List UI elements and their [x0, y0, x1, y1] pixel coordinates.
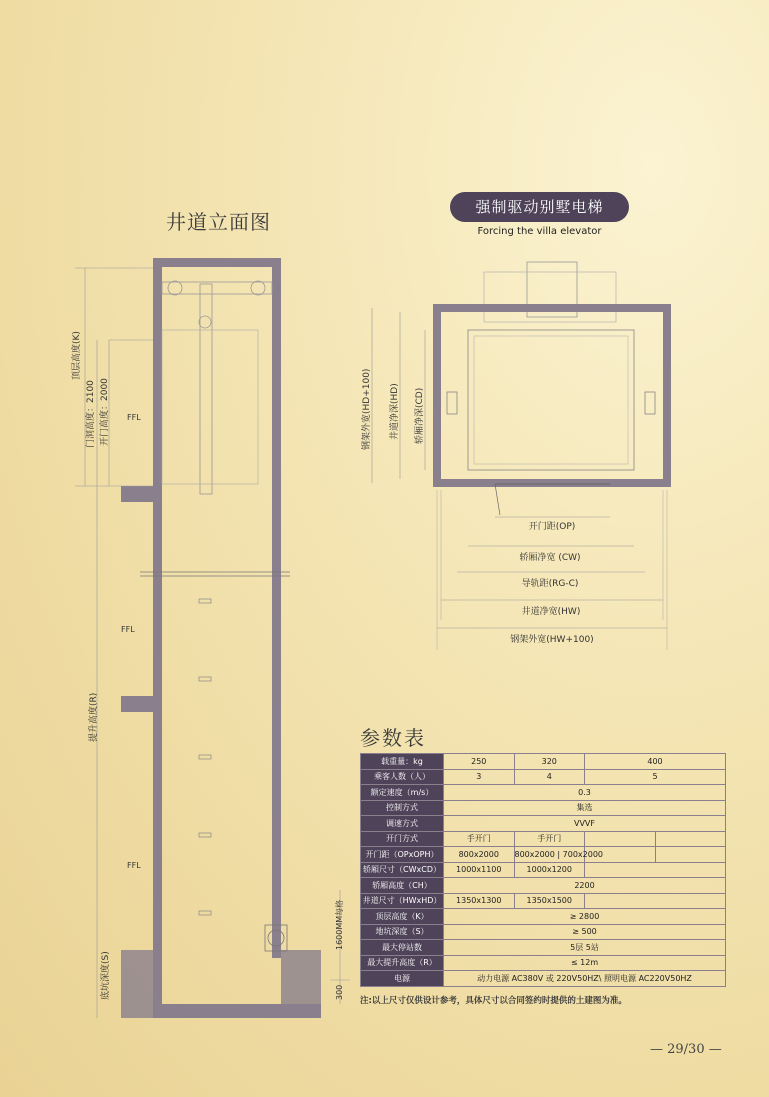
param-value: 800x2000	[444, 847, 515, 863]
param-value: 800x2000 | 700x2000	[514, 847, 585, 863]
params-title: 参数表	[360, 726, 426, 750]
param-value: 手开门	[444, 831, 515, 847]
param-value: 1000x1100	[444, 862, 515, 878]
param-label: 地坑深度（S）	[361, 924, 444, 940]
param-value: ≤ 12m	[444, 955, 726, 971]
param-value: ≥ 500	[444, 924, 726, 940]
param-value: 动力电源 AC380V 或 220V50HZ\ 照明电源 AC220V50HZ	[444, 971, 726, 987]
param-label: 载重量：kg	[361, 754, 444, 770]
param-label: 电源	[361, 971, 444, 987]
param-value: 集选	[444, 800, 726, 816]
travel-height-label: 提升高度(R)	[89, 692, 99, 742]
param-value: 1350x1300	[444, 893, 515, 909]
door-hole-height-label: 门洞高度：2100	[86, 380, 96, 448]
param-value: 1350x1500	[514, 893, 585, 909]
table-row	[361, 955, 726, 971]
param-value: ≥ 2800	[444, 909, 726, 925]
top-height-label: 顶层高度(K)	[72, 331, 82, 380]
param-value	[585, 862, 726, 878]
ffl-label: FFL	[121, 625, 135, 634]
param-value: 0.3	[444, 785, 726, 801]
page-number: — 29/30 —	[650, 1042, 722, 1057]
floor-grid-label: 1600MM每格	[335, 899, 344, 950]
param-label: 井道尺寸（HWxHD）	[361, 893, 444, 909]
param-value: 400	[585, 754, 726, 770]
product-badge: 强制驱动别墅电梯	[450, 192, 629, 222]
param-value: 5	[585, 769, 726, 785]
param-value: 320	[514, 754, 585, 770]
param-value: 1000x1200	[514, 862, 585, 878]
param-value: VVVF	[444, 816, 726, 832]
car-width-label: 轿厢净宽 (CW)	[519, 553, 581, 563]
footnote: 注:以上尺寸仅供设计参考，具体尺寸以合同签约时提供的土建图为准。	[360, 996, 627, 1006]
param-value: 3	[444, 769, 515, 785]
param-value	[655, 847, 726, 863]
ffl-label: FFL	[127, 413, 141, 422]
shaft-elevation-title: 井道立面图	[166, 210, 271, 234]
param-label: 最大停站数	[361, 940, 444, 956]
param-label: 最大提升高度（R）	[361, 955, 444, 971]
car-depth-label: 轿厢净深(CD)	[415, 387, 425, 444]
table-row	[361, 816, 726, 832]
rail-distance-label: 导轨距(RG-C)	[521, 579, 579, 589]
table-row	[361, 893, 726, 909]
table-row	[361, 971, 726, 987]
shaft-depth-label: 井道净深(HD)	[390, 383, 400, 440]
param-label: 轿厢尺寸（CWxCD）	[361, 862, 444, 878]
params-table	[360, 753, 726, 987]
door-open-height-label: 开门高度：2000	[100, 378, 110, 446]
param-label: 顶层高度（K）	[361, 909, 444, 925]
param-label: 调速方式	[361, 816, 444, 832]
steel-frame-width-label: 钢架外宽(HW+100)	[510, 635, 594, 645]
table-row	[361, 878, 726, 894]
door-width-label: 开门距(OP)	[528, 522, 576, 532]
param-value	[585, 831, 656, 847]
table-row	[361, 754, 726, 770]
table-row	[361, 831, 726, 847]
param-value: 4	[514, 769, 585, 785]
table-row	[361, 862, 726, 878]
ffl-label: FFL	[127, 861, 141, 870]
table-row	[361, 940, 726, 956]
table-row	[361, 800, 726, 816]
table-row	[361, 909, 726, 925]
param-label: 开门距（OPxOPH）	[361, 847, 444, 863]
param-label: 控制方式	[361, 800, 444, 816]
pit-300-label: 300	[335, 984, 344, 1000]
shaft-width-label: 井道净宽(HW)	[521, 607, 581, 617]
param-label: 乘客人数（人）	[361, 769, 444, 785]
product-badge-subtitle: Forcing the villa elevator	[477, 226, 602, 237]
table-row	[361, 847, 726, 863]
param-label: 开门方式	[361, 831, 444, 847]
pit-depth-label: 底坑深度(S)	[101, 951, 111, 1000]
param-value: 2200	[444, 878, 726, 894]
table-row	[361, 769, 726, 785]
steel-frame-depth-label: 钢架外宽(HD+100)	[362, 368, 372, 450]
table-row	[361, 785, 726, 801]
param-value: 5层 5站	[444, 940, 726, 956]
param-label: 轿厢高度（CH）	[361, 878, 444, 894]
param-value: 250	[444, 754, 515, 770]
param-label: 额定速度（m/s）	[361, 785, 444, 801]
param-value	[585, 893, 726, 909]
table-row	[361, 924, 726, 940]
param-value: 手开门	[514, 831, 585, 847]
param-value	[655, 831, 726, 847]
